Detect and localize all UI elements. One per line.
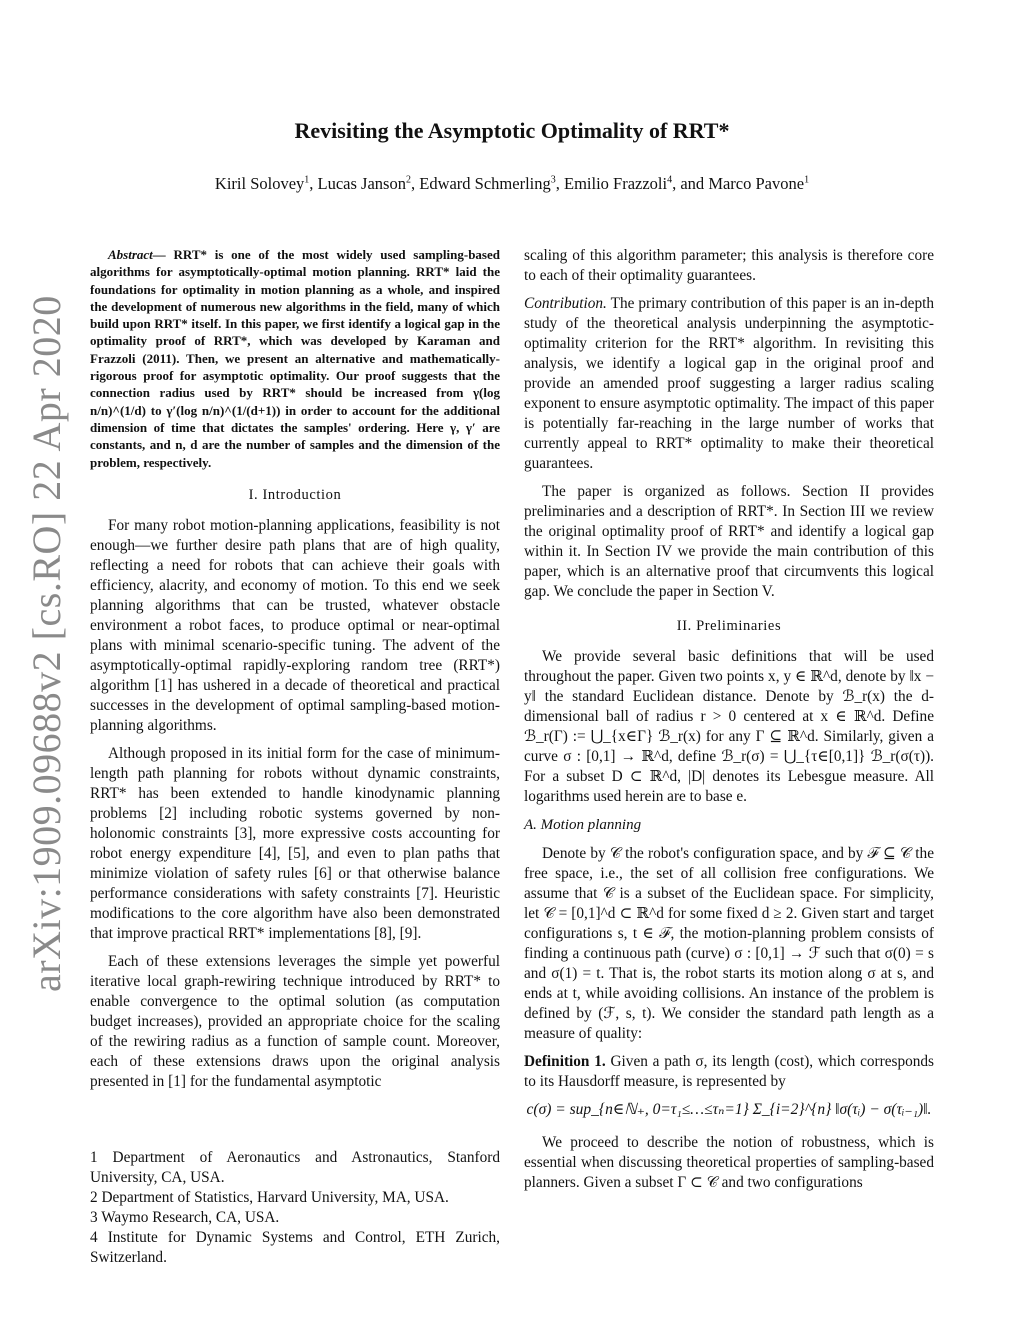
right-column xyxy=(524,246,934,1201)
arxiv-identifier: arXiv:1909.09688v2 [cs.RO] 22 Apr 2020 xyxy=(24,295,69,992)
abstract-label: Abstract— xyxy=(108,247,166,262)
contribution-label: Contribution. xyxy=(524,295,607,312)
author-affiliation: 4 xyxy=(667,174,673,186)
subsection-heading-motion-planning: A. Motion planning xyxy=(524,817,642,833)
author-name: Lucas Janson xyxy=(317,174,406,193)
author-affiliation: 1 xyxy=(804,174,810,186)
length-equation: c(σ) = sup_{n∈ℕ₊, 0=τ₁≤…≤τₙ=1} Σ_{i=2}^{n} ‖σ(τᵢ) − σ(τᵢ₋₁)‖. xyxy=(526,1101,932,1118)
motion-planning-paragraph: Denote by 𝒞 the robot's configuration space, and by ℱ ⊆ 𝒞 the free space, i.e., the set of all collision free configurations. We assume that 𝒞 is a subset of the Euclidean space. For simplicity, let 𝒞 = [0,1]^d ⊂ ℝ^d for some fixed d ≥ 2. Given start and target configurations s, t ∈ ℱ, the motion-planning problem consists of finding a continuous path (curve) σ : [0,1] → ℱ such that σ(0) = s and σ(1) = t. That is, the robot starts its motion along σ at s, and ends at t, while avoiding collisions. An instance of the problem is defined by (ℱ, s, t). We consider the standard path length as a measure of quality: xyxy=(524,845,934,1042)
preliminaries-paragraph: We provide several basic definitions that will be used throughout the paper. Given two points x, y ∈ ℝ^d, denote by ‖x − y‖ the standard Euclidean distance. Denote by ℬ_r(x) the d-dimensional ball of radius r > 0 centered at x ∈ ℝ^d. Define ℬ_r(Γ) := ⋃_{x∈Γ} ℬ_r(x) for any Γ ⊆ ℝ^d. Similarly, given a curve σ : [0,1] → ℝ^d, define ℬ_r(σ) = ⋃_{τ∈[0,1]} ℬ_r(σ(τ)). For a subset D ⊂ ℝ^d, |D| denotes its Lebesgue measure. All logarithms used herein are to base e. xyxy=(524,648,934,805)
author-affiliation: 2 xyxy=(405,174,411,186)
contribution-paragraph: The primary contribution of this paper is an in-depth study of the theoretical analysis underpinning the asymptotic-optimality criterion for the RRT* algorithm. In revisiting this analysis, we identify a logical gap in the original proof and provide an amended proof suggesting a larger radius scaling exponent to ensure asymptotic optimality. The impact of this paper is potentially far-reaching in the large number of works that currently appeal to RRT* optimality to make their theoretical guarantees. xyxy=(524,295,934,472)
intro-paragraph-2: Although proposed in its initial form for the case of minimum-length path planning for robots without dynamic constraints, RRT* has been extended to handle kinodynamic planning problems [2] including robotic systems governed by non-holonomic constraints [3], more expressive costs accounting for robot energy expenditure [4], [5], and even to plan paths that minimize violation of safety rules [6] or that otherwise balance performance considerations with safety constraints [7]. Heuristic modifications to the core algorithm have also been demonstrated that improve practical RRT* implementations [8], [9]. xyxy=(90,744,500,942)
intro-paragraph-3: Each of these extensions leverages the simple yet powerful iterative local graph-rewiring technique introduced by RRT* to enable convergence to the optimal solution (as computation budget increases), provided an appropriate choice for the scaling of the rewiring radius as a function of sample count. Moreover, each of these extensions draws upon the original analysis presented in [1] for the fundamental asymptotic xyxy=(90,952,500,1090)
robustness-paragraph: We proceed to describe the notion of robustness, which is essential when discussing theoretical properties of sampling-based planners. Given a subset Γ ⊂ 𝒞 and two configurations xyxy=(524,1134,934,1191)
footnote: 1 Department of Aeronautics and Astronautics, Stanford University, CA, USA. xyxy=(90,1149,500,1186)
organization-paragraph: The paper is organized as follows. Section II provides preliminaries and a description of RRT*. In Section III we review the original optimality proof of RRT* and identify a logical gap within it. In Section IV we provide the main contribution of this paper, which is an alternative proof that circumvents this logical gap. We conclude the paper in Section V. xyxy=(524,483,934,600)
right-paragraph-1: scaling of this algorithm parameter; this analysis is therefore core to each of their optimality guarantees. xyxy=(524,247,934,284)
footnotes xyxy=(90,1148,500,1268)
author-name: Kiril Solovey xyxy=(214,174,305,193)
footnote: 2 Department of Statistics, Harvard University, MA, USA. xyxy=(90,1189,449,1206)
author-affiliation: 1 xyxy=(304,174,310,186)
author-name: Emilio Frazzoli xyxy=(564,174,668,193)
section-heading-introduction: I. Introduction xyxy=(248,486,342,503)
footnote: 3 Waymo Research, CA, USA. xyxy=(90,1209,280,1226)
author-name: Marco Pavone xyxy=(708,174,805,193)
paper-title: Revisiting the Asymptotic Optimality of RRT* xyxy=(294,118,730,143)
definition-text: Given a path σ, its length (cost), which corresponds to its Hausdorff measure, is represented by xyxy=(524,1053,934,1090)
author-affiliation: 3 xyxy=(550,174,556,186)
footnote: 4 Institute for Dynamic Systems and Control, ETH Zurich, Switzerland. xyxy=(90,1229,500,1266)
intro-paragraph-1: For many robot motion-planning applications, feasibility is not enough—we further desire path plans that are of high quality, reflecting a need for robots that can achieve their goals with efficiency, alacrity, and economy of motion. To this end we seek planning algorithms that can be trusted, whatever obstacle environment a robot faces, to produce optimal or near-optimal plans with minimal scenario-specific tuning. The advent of the asymptotically-optimal rapidly-exploring random tree (RRT*) algorithm [1] has ushered in a decade of theoretical and practical successes in the development of optimal sampling-based motion-planning algorithms. xyxy=(90,516,500,734)
left-column xyxy=(90,246,500,1100)
author-list: Kiril Solovey$^1$, Lucas Janson$^2$, Edward Schmerling$^3$, Emilio Frazzoli$^4$, and Marco Pavone$^1$ xyxy=(214,174,810,193)
abstract xyxy=(90,246,500,471)
section-heading-preliminaries: II. Preliminaries xyxy=(676,618,782,634)
definition-label: Definition 1. xyxy=(524,1053,606,1070)
abstract-text: RRT* is one of the most widely used sampling-based algorithms for asymptotically-optimal motion planning. RRT* laid the foundations for optimality in motion planning as a whole, and inspired the development of numerous new algorithms in the field, many of which build upon RRT* itself. In this paper, we first identify a logical gap in the optimality proof of RRT*, which was developed by Karaman and Frazzoli (2011). Then, we present an alternative and mathematically-rigorous proof for asymptotic optimality. Our proof suggests that the connection radius used by RRT* should be increased from γ(log n/n)^(1/d) to γ′(log n/n)^(1/(d+1)) in order to account for the additional dimension of time that dictates the samples' ordering. Here γ, γ′ are constants, and n, d are the number of samples and the dimension of the problem, respectively. xyxy=(90,247,500,470)
author-name: Edward Schmerling xyxy=(419,174,551,193)
